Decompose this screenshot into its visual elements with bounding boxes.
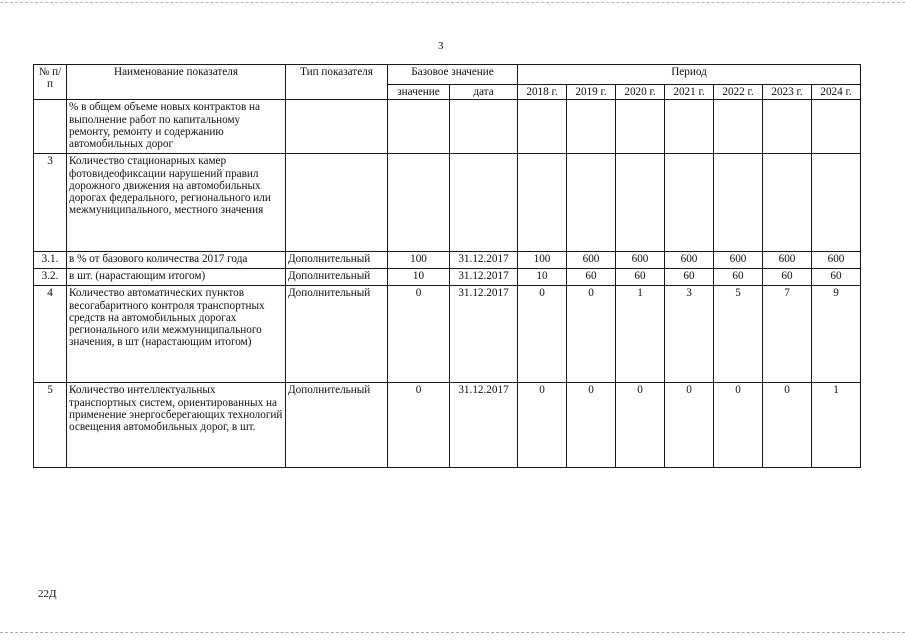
row-num: 3.1. [34, 252, 67, 269]
row-value [763, 154, 812, 252]
row-num: 5 [34, 383, 67, 468]
row-base-value: 0 [388, 286, 450, 383]
row-value [567, 154, 616, 252]
table-row [34, 269, 861, 286]
header-num: № п/п [34, 65, 67, 100]
table-row [34, 286, 861, 383]
row-value: 0 [518, 286, 567, 383]
row-value: 0 [567, 383, 616, 468]
row-name: % в общем объеме новых контрактов на выполнение работ по капитальному ремонту, ремонту и содержанию автомобильных дорог [67, 100, 286, 154]
header-period: Период [518, 65, 861, 85]
row-name: Количество интеллектуальных транспортных систем, ориентированных на применение энергосберегающих технологий освещения автомобильных дорог, в шт. [67, 383, 286, 468]
row-num: 3.2. [34, 269, 67, 286]
row-value: 60 [567, 269, 616, 286]
row-value [518, 100, 567, 154]
document-code: 22Д [38, 588, 57, 600]
header-base: Базовое значение [388, 65, 518, 85]
header-year: 2022 г. [714, 85, 763, 100]
row-value: 600 [665, 252, 714, 269]
row-value: 0 [567, 286, 616, 383]
row-value: 60 [714, 269, 763, 286]
row-base-value: 0 [388, 383, 450, 468]
row-base-value: 10 [388, 269, 450, 286]
row-value: 9 [812, 286, 861, 383]
indicators-table [33, 64, 861, 468]
row-num: 3 [34, 154, 67, 252]
row-type: Дополнительный [286, 286, 388, 383]
row-name: Количество стационарных камер фотовидеофиксации нарушений правил дорожного движения на автомобильных дорогах федерального, регионального или межмуниципального, местного значения [67, 154, 286, 252]
row-value: 60 [665, 269, 714, 286]
header-year: 2018 г. [518, 85, 567, 100]
row-value: 60 [763, 269, 812, 286]
row-type: Дополнительный [286, 269, 388, 286]
row-value [616, 154, 665, 252]
row-value [518, 154, 567, 252]
row-value: 60 [812, 269, 861, 286]
row-value [714, 154, 763, 252]
header-type: Тип показателя [286, 65, 388, 100]
header-year: 2024 г. [812, 85, 861, 100]
row-value [616, 100, 665, 154]
page-number: 3 [438, 40, 444, 52]
row-type: Дополнительный [286, 383, 388, 468]
row-value: 600 [567, 252, 616, 269]
row-value: 100 [518, 252, 567, 269]
row-value: 7 [763, 286, 812, 383]
row-base-date: 31.12.2017 [450, 383, 518, 468]
row-name: в шт. (нарастающим итогом) [67, 269, 286, 286]
table-row [34, 100, 861, 154]
row-base-date [450, 100, 518, 154]
table-row [34, 154, 861, 252]
row-value: 0 [616, 383, 665, 468]
row-value [567, 100, 616, 154]
header-name: Наименование показателя [67, 65, 286, 100]
header-year: 2019 г. [567, 85, 616, 100]
row-value: 1 [812, 383, 861, 468]
row-base-date: 31.12.2017 [450, 269, 518, 286]
row-value [665, 100, 714, 154]
row-name: Количество автоматических пунктов весогабаритного контроля транспортных средств на автомобильных дорогах регионального или межмуниципального значения, в шт (нарастающим итогом) [67, 286, 286, 383]
row-value: 3 [665, 286, 714, 383]
row-value: 600 [714, 252, 763, 269]
row-value: 1 [616, 286, 665, 383]
row-type [286, 100, 388, 154]
row-num [34, 100, 67, 154]
row-value: 5 [714, 286, 763, 383]
row-value: 600 [763, 252, 812, 269]
table-row [34, 383, 861, 468]
row-value: 60 [616, 269, 665, 286]
row-base-value [388, 100, 450, 154]
row-base-date [450, 154, 518, 252]
header-year: 2023 г. [763, 85, 812, 100]
row-base-value: 100 [388, 252, 450, 269]
row-base-value [388, 154, 450, 252]
row-value [665, 154, 714, 252]
scan-edge-top [0, 2, 905, 3]
row-value: 0 [763, 383, 812, 468]
row-value: 0 [518, 383, 567, 468]
row-type [286, 154, 388, 252]
row-type: Дополнительный [286, 252, 388, 269]
table-row [34, 252, 861, 269]
header-base-date: дата [450, 85, 518, 100]
row-value [763, 100, 812, 154]
row-base-date: 31.12.2017 [450, 252, 518, 269]
row-value: 600 [812, 252, 861, 269]
row-value [812, 100, 861, 154]
row-value: 0 [714, 383, 763, 468]
header-year: 2021 г. [665, 85, 714, 100]
header-base-value: значение [388, 85, 450, 100]
scan-edge-bottom [0, 632, 905, 633]
row-value: 600 [616, 252, 665, 269]
row-value: 10 [518, 269, 567, 286]
header-row-1 [34, 65, 861, 85]
row-num: 4 [34, 286, 67, 383]
row-value: 0 [665, 383, 714, 468]
row-value [812, 154, 861, 252]
row-base-date: 31.12.2017 [450, 286, 518, 383]
row-name: в % от базового количества 2017 года [67, 252, 286, 269]
row-value [714, 100, 763, 154]
header-year: 2020 г. [616, 85, 665, 100]
